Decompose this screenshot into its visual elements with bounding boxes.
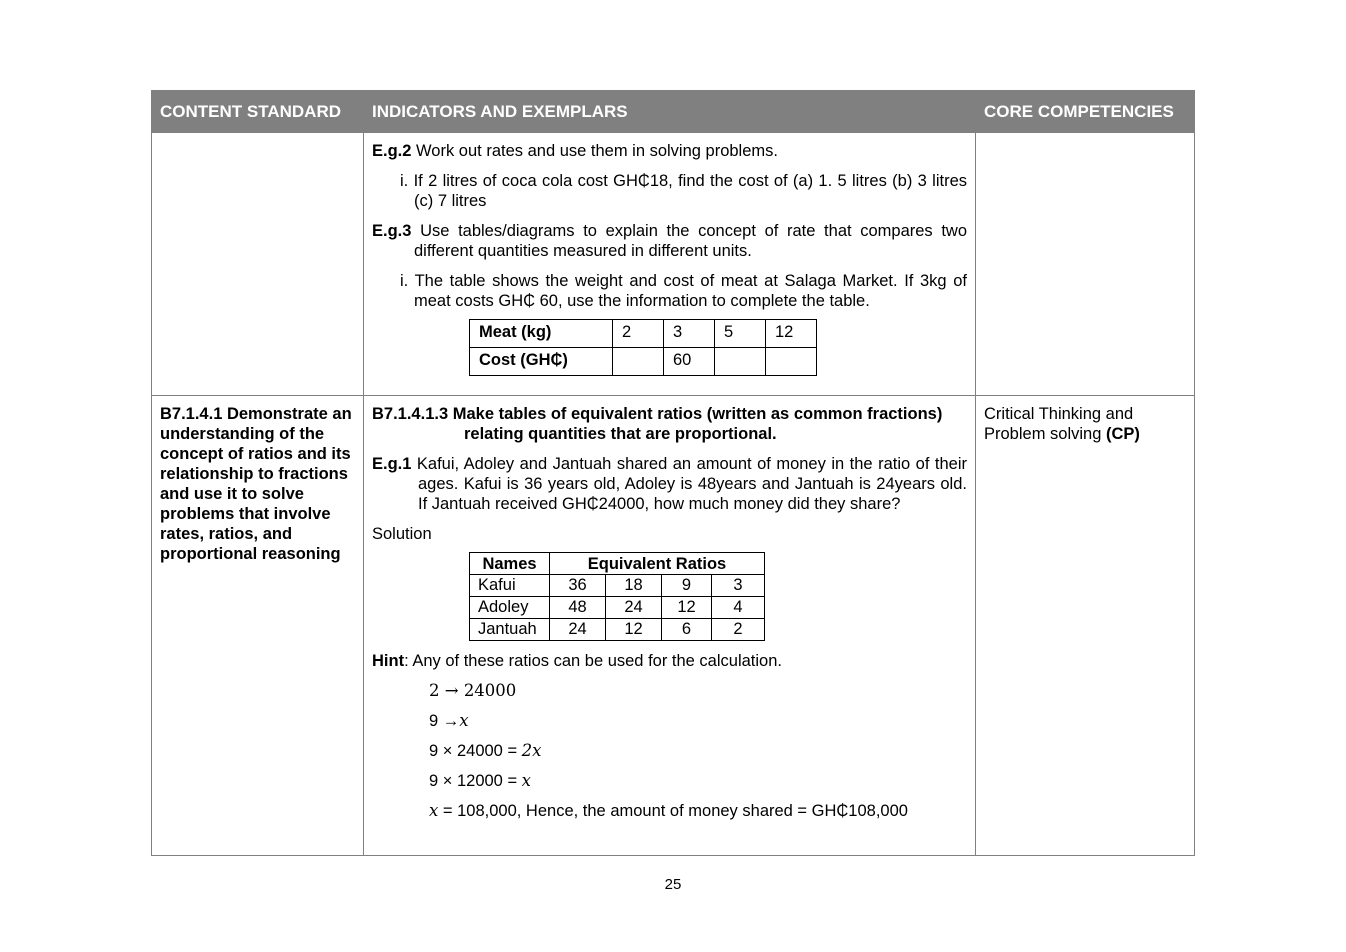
hint xyxy=(372,651,967,671)
core-competencies-cell xyxy=(976,396,1195,856)
table-cell: 2 xyxy=(712,619,765,641)
table-cell: Kafui xyxy=(470,575,550,597)
calc-line-3: 9 × 24000 = 2x xyxy=(429,741,542,760)
calc-line-5: x = 108,000, Hence, the amount of money shared = GH₵108,000 xyxy=(429,801,908,820)
table-cell: Meat (kg) xyxy=(470,320,613,348)
table-row xyxy=(470,575,765,597)
table-cell: 36 xyxy=(550,575,606,597)
example-2-item: i. If 2 litres of coca cola cost GH₵18, find the cost of (a) 1. 5 litres (b) 3 litres (c) 7 litres xyxy=(400,172,967,210)
meat-cost-table xyxy=(469,319,817,376)
table-row xyxy=(470,348,817,376)
competency-text: Critical Thinking and Problem solving xyxy=(984,405,1134,443)
table-header: Names xyxy=(470,553,550,575)
example-1-text: Kafui, Adoley and Jantuah shared an amount of money in the ratio of their ages. Kafui is 36 years old, Adoley is 48years and Jantuah is 24years old. If Jantuah received GH₵24000, how much money did they share? xyxy=(411,455,967,513)
table-cell: 3 xyxy=(712,575,765,597)
header-content-standard: CONTENT STANDARD xyxy=(152,91,364,133)
curriculum-table xyxy=(151,90,1195,856)
calc-line-4: 9 × 12000 = x xyxy=(429,771,531,790)
table-header: Equivalent Ratios xyxy=(550,553,765,575)
table-cell: 24 xyxy=(550,619,606,641)
table-cell: Adoley xyxy=(470,597,550,619)
table-cell xyxy=(766,348,817,376)
competency-code: (CP) xyxy=(1105,425,1140,443)
example-3-item: i. The table shows the weight and cost of meat at Salaga Market. If 3kg of meat costs GH₵ 60, use the information to complete the table. xyxy=(400,272,967,310)
table-cell: 9 xyxy=(662,575,712,597)
table-cell: 6 xyxy=(662,619,712,641)
content-standard-cell xyxy=(152,133,364,396)
hint-text: : Any of these ratios can be used for the calculation. xyxy=(404,652,782,670)
core-competencies-cell xyxy=(976,133,1195,396)
equivalent-ratios-table xyxy=(469,552,765,641)
table-cell: 60 xyxy=(664,348,715,376)
table-cell: 3 xyxy=(664,320,715,348)
table-cell: 48 xyxy=(550,597,606,619)
table-cell xyxy=(715,348,766,376)
table-row xyxy=(470,553,765,575)
solution-label: Solution xyxy=(372,525,432,543)
example-3 xyxy=(372,221,967,261)
example-1 xyxy=(372,454,967,514)
indicators-cell xyxy=(364,133,976,396)
table-cell: Cost (GH₵) xyxy=(470,348,613,376)
table-cell xyxy=(613,348,664,376)
header-core-competencies: CORE COMPETENCIES xyxy=(976,91,1195,133)
calc-line-2: 9 →x xyxy=(429,711,469,730)
table-cell: 18 xyxy=(606,575,662,597)
table-cell: 5 xyxy=(715,320,766,348)
table-cell: 12 xyxy=(766,320,817,348)
indicators-cell xyxy=(364,396,976,856)
table-row xyxy=(470,320,817,348)
example-3-text: Use tables/diagrams to explain the concept of rate that compares two different quantities measured in different units. xyxy=(411,222,967,260)
hint-label: Hint xyxy=(372,652,405,670)
table-cell: 12 xyxy=(606,619,662,641)
example-2-text: Work out rates and use them in solving problems. xyxy=(411,142,778,160)
table-row xyxy=(470,619,765,641)
content-standard-cell: B7.1.4.1 Demonstrate an understanding of the concept of ratios and its relationship to fractions and use it to solve problems that involve rates, ratios, and proportional reasoning xyxy=(152,396,364,856)
table-row xyxy=(152,396,1195,856)
calc-line-1: 2 → 24000 xyxy=(429,681,517,700)
table-cell: 4 xyxy=(712,597,765,619)
page-number: 25 xyxy=(664,876,682,893)
example-2 xyxy=(372,141,967,161)
indicator-heading: B7.1.4.1.3 Make tables of equivalent ratios (written as common fractions) relating quantities that are proportional. xyxy=(372,405,943,443)
table-header-row xyxy=(152,91,1195,133)
table-cell: 24 xyxy=(606,597,662,619)
table-cell: 12 xyxy=(662,597,712,619)
example-2-label: E.g.2 xyxy=(372,142,412,160)
table-cell: Jantuah xyxy=(470,619,550,641)
header-indicators-exemplars: INDICATORS AND EXEMPLARS xyxy=(364,91,976,133)
example-3-label: E.g.3 xyxy=(372,222,412,240)
table-row xyxy=(152,133,1195,396)
table-cell: 2 xyxy=(613,320,664,348)
example-1-label: E.g.1 xyxy=(372,455,412,473)
table-row xyxy=(470,597,765,619)
